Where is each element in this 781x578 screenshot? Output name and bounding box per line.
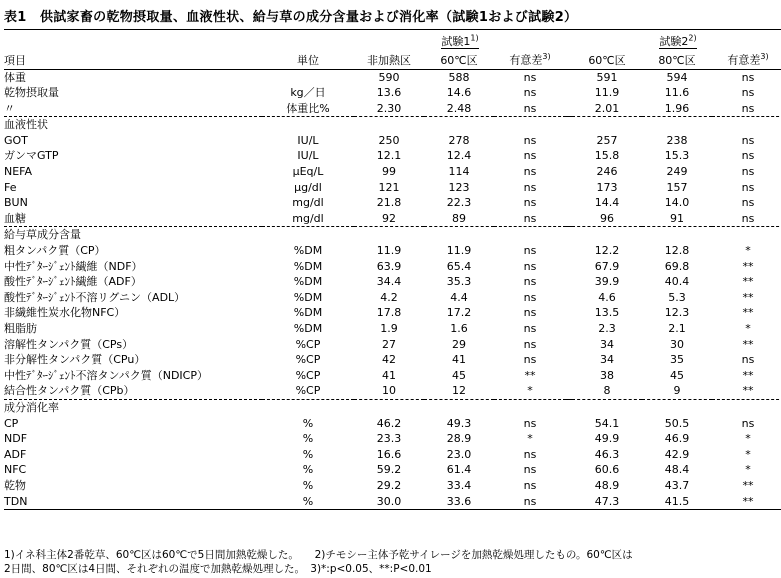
- table-row: [4, 243, 781, 259]
- row-exp1-value-1: 34.4: [376, 275, 402, 289]
- row-item-label: BUN: [4, 196, 28, 210]
- table-row: [4, 180, 781, 196]
- row-unit: mg/dl: [292, 211, 324, 225]
- row-exp2-value-1: 47.3: [572, 494, 642, 510]
- row-exp1-significance: ns: [523, 244, 537, 258]
- row-item-label: 血糖: [4, 211, 26, 225]
- section-header-row: [4, 117, 781, 133]
- row-exp2-value-1: 591: [572, 69, 642, 85]
- row-exp2-value-1: 96: [600, 211, 614, 225]
- row-exp1-value-2: 89: [452, 211, 466, 225]
- row-exp2-significance: ns: [741, 133, 755, 147]
- row-exp1-value-1: 11.9: [376, 244, 402, 258]
- section-cell-e2b: [642, 399, 712, 415]
- row-unit: μg/dl: [294, 180, 322, 194]
- row-exp1-value-2: 17.2: [446, 306, 472, 320]
- header-experiment-2-sup: 2): [688, 33, 697, 42]
- section-title: 血液性状: [4, 117, 262, 133]
- header-exp1-sig-sup: 3): [542, 52, 551, 62]
- row-exp2-value-2: 12.8: [664, 244, 690, 258]
- row-exp2-value-2: 1.96: [664, 101, 690, 115]
- row-exp2-value-2: 69.8: [664, 259, 690, 273]
- row-exp2-value-2: 11.6: [664, 86, 690, 100]
- row-exp1-significance: ns: [523, 149, 537, 163]
- table-body: [4, 69, 781, 510]
- row-exp1-value-2: 278: [448, 133, 470, 147]
- row-exp2-value-1: 48.9: [594, 478, 620, 492]
- row-exp1-value-2: 11.9: [446, 244, 472, 258]
- table-row: [4, 148, 781, 164]
- row-exp1-value-1: 10: [382, 384, 396, 398]
- row-exp1-significance: ns: [523, 306, 537, 320]
- table-row: [4, 368, 781, 384]
- table-row: [4, 383, 781, 399]
- row-exp1-significance: ns: [523, 447, 537, 461]
- row-exp1-value-2: 28.9: [446, 432, 472, 446]
- header-experiment-1-sup: 1): [470, 33, 479, 42]
- row-exp1-value-2: 41: [452, 353, 466, 367]
- table-row: [4, 478, 781, 494]
- header-row-columns: [4, 49, 781, 69]
- row-exp2-value-2: 5.3: [668, 290, 686, 304]
- table-row: [4, 133, 781, 149]
- row-exp2-value-1: 246: [596, 165, 618, 179]
- header-exp1-col-2: 60℃区: [440, 53, 478, 67]
- row-item-label: 乾物: [4, 478, 26, 492]
- table-row: [4, 337, 781, 353]
- row-exp1-value-1: 21.8: [376, 196, 402, 210]
- row-exp2-value-1: 39.9: [594, 275, 620, 289]
- section-cell-e1b: [424, 117, 494, 133]
- section-cell-e1s: [494, 117, 566, 133]
- row-exp1-significance: **: [524, 368, 536, 382]
- row-exp1-value-1: 46.2: [376, 416, 402, 430]
- row-exp1-significance: ns: [523, 180, 537, 194]
- row-unit: %CP: [295, 337, 321, 351]
- row-item-label: 溶解性タンパク質（CPs）: [4, 337, 134, 351]
- table-row: [4, 69, 781, 85]
- row-item-label: 結合性タンパク質（CPb）: [4, 384, 135, 398]
- row-exp1-value-1: 27: [382, 337, 396, 351]
- row-unit: IU/L: [297, 149, 319, 163]
- row-unit: %DM: [293, 290, 323, 304]
- table-row: [4, 321, 781, 337]
- row-exp1-value-1: 250: [378, 133, 400, 147]
- row-exp1-value-2: 14.6: [446, 86, 472, 100]
- row-exp1-significance: ns: [523, 478, 537, 492]
- row-item-label: 中性ﾃﾞﾀｰｼﾞｪﾝﾄ不溶タンパク質（NDICP）: [4, 368, 208, 382]
- row-exp2-value-1: 34: [600, 337, 614, 351]
- row-unit: %DM: [293, 259, 323, 273]
- section-cell-unit: [262, 399, 354, 415]
- row-exp1-significance: ns: [523, 86, 537, 100]
- row-exp1-significance: ns: [523, 275, 537, 289]
- section-cell-e2a: [572, 399, 642, 415]
- row-exp2-value-2: 594: [642, 69, 712, 85]
- section-cell-e1b: [424, 227, 494, 243]
- row-exp2-significance: **: [742, 275, 754, 289]
- row-exp1-significance: ns: [523, 101, 537, 115]
- row-exp2-value-2: 12.3: [664, 306, 690, 320]
- section-cell-e1s: [494, 227, 566, 243]
- row-exp2-significance: ns: [741, 211, 755, 225]
- row-exp2-value-1: 173: [596, 180, 618, 194]
- table-row: [4, 305, 781, 321]
- row-exp2-value-1: 14.4: [594, 196, 620, 210]
- section-cell-e1s: [494, 399, 566, 415]
- row-exp1-value-1: 99: [382, 165, 396, 179]
- row-exp1-significance: ns: [523, 322, 537, 335]
- row-item-label: 中性ﾃﾞﾀｰｼﾞｪﾝﾄ繊維（NDF）: [4, 259, 143, 273]
- row-item-label: 酸性ﾃﾞﾀｰｼﾞｪﾝﾄ繊維（ADF）: [4, 275, 142, 289]
- row-item-label: 乾物摂取量: [4, 86, 59, 100]
- row-unit: %: [302, 478, 314, 492]
- row-exp1-value-1: 41: [382, 368, 396, 382]
- table-row: [4, 211, 781, 227]
- row-unit: %CP: [295, 353, 321, 367]
- table-row: [4, 431, 781, 447]
- row-exp2-significance: **: [742, 259, 754, 273]
- row-item-label: 〃: [4, 101, 15, 115]
- row-exp2-value-2: 35: [670, 353, 684, 367]
- row-exp1-value-2: 45: [452, 368, 466, 382]
- page-title: 表1 供試家畜の乾物摂取量、血液性状、給与草の成分含量および消化率（試験1および試験2）: [4, 10, 578, 25]
- row-exp1-value-2: 35.3: [446, 275, 472, 289]
- row-exp2-significance: *: [745, 447, 751, 461]
- row-exp2-significance: **: [742, 478, 754, 492]
- header-exp1-col-1: 非加熱区: [367, 53, 411, 67]
- row-exp2-value-2: 91: [670, 211, 684, 225]
- table-row: [4, 352, 781, 368]
- header-exp2-sig-sup: 3): [760, 52, 769, 62]
- row-exp2-value-2: 249: [666, 165, 688, 179]
- row-exp2-value-1: 2.3: [598, 322, 616, 335]
- row-exp1-value-2: 12: [452, 384, 466, 398]
- row-exp1-significance: ns: [523, 259, 537, 273]
- row-item-label: 非繊維性炭水化物NFC）: [4, 306, 126, 320]
- row-exp1-value-1: 92: [382, 211, 396, 225]
- row-exp2-significance: **: [742, 306, 754, 320]
- row-unit: kg／日: [290, 86, 326, 100]
- row-exp2-value-1: 49.9: [594, 432, 620, 446]
- row-exp1-significance: ns: [523, 463, 537, 477]
- row-item-label: CP: [4, 416, 19, 430]
- row-exp1-significance: ns: [523, 133, 537, 147]
- row-exp1-value-2: 23.0: [446, 447, 472, 461]
- row-exp2-value-1: 34: [600, 353, 614, 367]
- section-cell-e2a: [572, 117, 642, 133]
- table-header: [4, 30, 781, 70]
- row-unit: %CP: [295, 384, 321, 398]
- row-exp2-significance: **: [742, 368, 754, 382]
- row-exp1-value-1: 12.1: [376, 149, 402, 163]
- row-exp2-value-2: 45: [670, 368, 684, 382]
- row-exp1-significance: ns: [494, 69, 566, 85]
- row-exp1-value-1: 16.6: [376, 447, 402, 461]
- row-exp2-value-2: 43.7: [664, 478, 690, 492]
- section-title: 給与草成分含量: [4, 227, 262, 243]
- row-exp1-significance: ns: [523, 196, 537, 210]
- row-unit: μEq/L: [292, 165, 324, 179]
- row-exp1-significance: ns: [523, 211, 537, 225]
- row-exp2-significance: *: [745, 244, 751, 258]
- row-unit: %DM: [293, 244, 323, 258]
- row-exp1-value-1: 30.0: [354, 494, 424, 510]
- data-table: [4, 29, 781, 510]
- row-exp2-significance: ns: [741, 101, 755, 115]
- row-exp2-value-1: 54.1: [594, 416, 620, 430]
- row-exp2-value-1: 13.5: [594, 306, 620, 320]
- table-row: [4, 259, 781, 275]
- row-exp1-significance: ns: [523, 165, 537, 179]
- row-exp1-value-2: 33.6: [424, 494, 494, 510]
- row-exp2-significance: *: [745, 322, 751, 335]
- row-exp2-significance: ns: [741, 86, 755, 100]
- header-experiment-1: [354, 30, 566, 50]
- row-item-label: 粗脂肪: [4, 322, 37, 335]
- row-unit: %: [302, 432, 314, 446]
- row-exp2-significance: ns: [741, 165, 755, 179]
- header-experiment-2: [572, 30, 781, 50]
- header-exp2-sig-label: 有意差: [727, 53, 761, 67]
- header-blank-unit: [262, 30, 354, 50]
- section-cell-e2b: [642, 227, 712, 243]
- row-exp1-value-1: 63.9: [376, 259, 402, 273]
- row-exp2-significance: *: [745, 432, 751, 446]
- row-exp1-value-2: 4.4: [450, 290, 468, 304]
- row-exp2-value-1: 38: [600, 368, 614, 382]
- row-exp2-value-1: 2.01: [594, 101, 620, 115]
- section-cell-unit: [262, 117, 354, 133]
- section-cell-e1a: [354, 227, 424, 243]
- row-exp2-significance: ns: [741, 149, 755, 163]
- row-exp2-significance: **: [742, 290, 754, 304]
- row-exp2-value-2: 46.9: [664, 432, 690, 446]
- row-exp1-value-1: 121: [378, 180, 400, 194]
- row-exp1-value-2: 1.6: [450, 322, 468, 335]
- row-exp2-significance: **: [712, 494, 781, 510]
- row-item-label: Fe: [4, 180, 17, 194]
- row-exp1-significance: ns: [523, 290, 537, 304]
- header-exp1-sig-label: 有意差: [509, 53, 543, 67]
- row-exp2-significance: ns: [712, 69, 781, 85]
- row-unit: %DM: [293, 275, 323, 289]
- row-exp2-value-2: 40.4: [664, 275, 690, 289]
- header-exp1-sig: [494, 49, 566, 69]
- row-item-label: 体重: [4, 69, 262, 85]
- row-exp2-value-2: 14.0: [664, 196, 690, 210]
- row-item-label: GOT: [4, 133, 28, 147]
- table-row: [4, 416, 781, 432]
- row-exp2-value-1: 12.2: [594, 244, 620, 258]
- row-exp2-value-1: 257: [596, 133, 618, 147]
- row-item-label: ガンマGTP: [4, 149, 59, 163]
- row-exp1-value-2: 588: [424, 69, 494, 85]
- table-row: [4, 290, 781, 306]
- row-unit: %DM: [293, 306, 323, 320]
- row-exp1-value-1: 590: [354, 69, 424, 85]
- row-exp2-value-2: 48.4: [664, 463, 690, 477]
- row-exp2-value-2: 9: [673, 384, 681, 398]
- section-cell-e2a: [572, 227, 642, 243]
- section-cell-e2s: [712, 227, 781, 243]
- row-exp2-value-2: 15.3: [664, 149, 690, 163]
- row-unit: %DM: [293, 322, 323, 335]
- row-unit: IU/L: [297, 133, 319, 147]
- row-exp2-significance: **: [742, 337, 754, 351]
- section-cell-e1a: [354, 117, 424, 133]
- row-item-label: 粗タンパク質（CP）: [4, 244, 106, 258]
- row-exp1-value-1: 13.6: [376, 86, 402, 100]
- row-exp1-value-1: 17.8: [376, 306, 402, 320]
- row-exp1-value-1: 23.3: [376, 432, 402, 446]
- row-exp1-value-1: 4.2: [380, 290, 398, 304]
- row-exp2-significance: ns: [741, 196, 755, 210]
- footnotes: [4, 548, 776, 576]
- row-exp2-value-2: 50.5: [664, 416, 690, 430]
- row-exp1-value-2: 65.4: [446, 259, 472, 273]
- header-item: 項目: [4, 53, 26, 67]
- row-exp2-significance: ns: [741, 180, 755, 194]
- table-row: [4, 195, 781, 211]
- row-exp2-value-1: 15.8: [594, 149, 620, 163]
- row-exp2-significance: ns: [741, 353, 755, 367]
- row-unit: mg/dl: [292, 196, 324, 210]
- row-unit: %: [262, 494, 354, 510]
- header-experiment-1-label: 試験1: [441, 34, 471, 48]
- header-exp2-col-2: 80℃区: [658, 53, 696, 67]
- row-exp1-significance: ns: [494, 494, 566, 510]
- row-exp2-value-1: 60.6: [594, 463, 620, 477]
- section-cell-e1b: [424, 399, 494, 415]
- section-title: 成分消化率: [4, 399, 262, 415]
- row-exp2-value-1: 46.3: [594, 447, 620, 461]
- row-exp2-value-2: 157: [666, 180, 688, 194]
- row-exp1-significance: ns: [523, 416, 537, 430]
- row-unit: %CP: [295, 368, 321, 382]
- row-exp1-value-2: 123: [448, 180, 470, 194]
- row-exp1-value-1: 2.30: [376, 101, 402, 115]
- row-exp2-value-1: 11.9: [594, 86, 620, 100]
- section-header-row: [4, 227, 781, 243]
- table-row: [4, 494, 781, 510]
- row-item-label: TDN: [4, 494, 262, 510]
- row-exp2-value-1: 67.9: [594, 259, 620, 273]
- section-cell-e2s: [712, 117, 781, 133]
- row-exp1-value-2: 33.4: [446, 478, 472, 492]
- row-exp2-significance: *: [745, 463, 751, 477]
- section-cell-unit: [262, 227, 354, 243]
- row-unit: [262, 69, 354, 85]
- row-exp1-value-2: 2.48: [446, 101, 472, 115]
- footnote-line-2: 2日間、80℃区は4日間、それぞれの温度で加熱乾燥処理した。 3)*:p<0.05、**:P<0.01: [4, 563, 432, 575]
- row-item-label: 非分解性タンパク質（CPu）: [4, 353, 146, 367]
- section-cell-e2s: [712, 399, 781, 415]
- row-exp1-significance: ns: [523, 353, 537, 367]
- row-exp1-value-1: 29.2: [376, 478, 402, 492]
- row-exp2-value-2: 30: [670, 337, 684, 351]
- row-exp1-value-1: 59.2: [376, 463, 402, 477]
- row-exp2-value-2: 238: [666, 133, 688, 147]
- row-exp1-value-2: 22.3: [446, 196, 472, 210]
- row-unit: %: [302, 416, 314, 430]
- header-experiment-2-label: 試験2: [659, 34, 689, 48]
- row-exp2-significance: **: [742, 384, 754, 398]
- table-row: [4, 85, 781, 101]
- row-item-label: 酸性ﾃﾞﾀｰｼﾞｪﾝﾄ不溶リグニン（ADL）: [4, 290, 186, 304]
- table-row: [4, 101, 781, 117]
- header-unit: 単位: [297, 53, 319, 67]
- table-row: [4, 462, 781, 478]
- row-item-label: NDF: [4, 432, 28, 446]
- row-exp1-value-1: 42: [382, 353, 396, 367]
- table-row: [4, 274, 781, 290]
- row-exp1-value-2: 49.3: [446, 416, 472, 430]
- section-cell-e2b: [642, 117, 712, 133]
- header-row-experiments: [4, 30, 781, 50]
- header-exp2-col-1: 60℃区: [588, 53, 626, 67]
- row-exp1-significance: *: [527, 432, 533, 446]
- row-exp1-value-2: 12.4: [446, 149, 472, 163]
- row-exp1-value-1: 1.9: [380, 322, 398, 335]
- header-exp2-sig: [712, 49, 781, 69]
- footnote-line-1: 1)イネ科主体2番乾草、60℃区は60℃で5日間加熱乾燥した。 2)チモシー主体予乾サイレージを加熱乾燥処理したもの。60℃区は: [4, 549, 633, 561]
- row-unit: %: [302, 463, 314, 477]
- row-exp2-value-2: 2.1: [668, 322, 686, 335]
- row-exp2-value-2: 42.9: [664, 447, 690, 461]
- section-cell-e1a: [354, 399, 424, 415]
- row-exp2-value-1: 4.6: [598, 290, 616, 304]
- row-item-label: NEFA: [4, 165, 33, 179]
- header-blank-item: [4, 30, 262, 50]
- section-header-row: [4, 399, 781, 415]
- row-exp2-value-2: 41.5: [642, 494, 712, 510]
- row-item-label: ADF: [4, 447, 27, 461]
- row-exp2-value-1: 8: [603, 384, 611, 398]
- row-unit: 体重比%: [286, 101, 330, 115]
- row-exp1-significance: *: [527, 384, 533, 398]
- table-row: [4, 447, 781, 463]
- table-row: [4, 164, 781, 180]
- row-item-label: NFC: [4, 463, 27, 477]
- row-exp1-significance: ns: [523, 337, 537, 351]
- row-exp1-value-2: 114: [448, 165, 470, 179]
- row-exp1-value-2: 61.4: [446, 463, 472, 477]
- row-exp2-significance: ns: [741, 416, 755, 430]
- row-exp1-value-2: 29: [452, 337, 466, 351]
- row-unit: %: [302, 447, 314, 461]
